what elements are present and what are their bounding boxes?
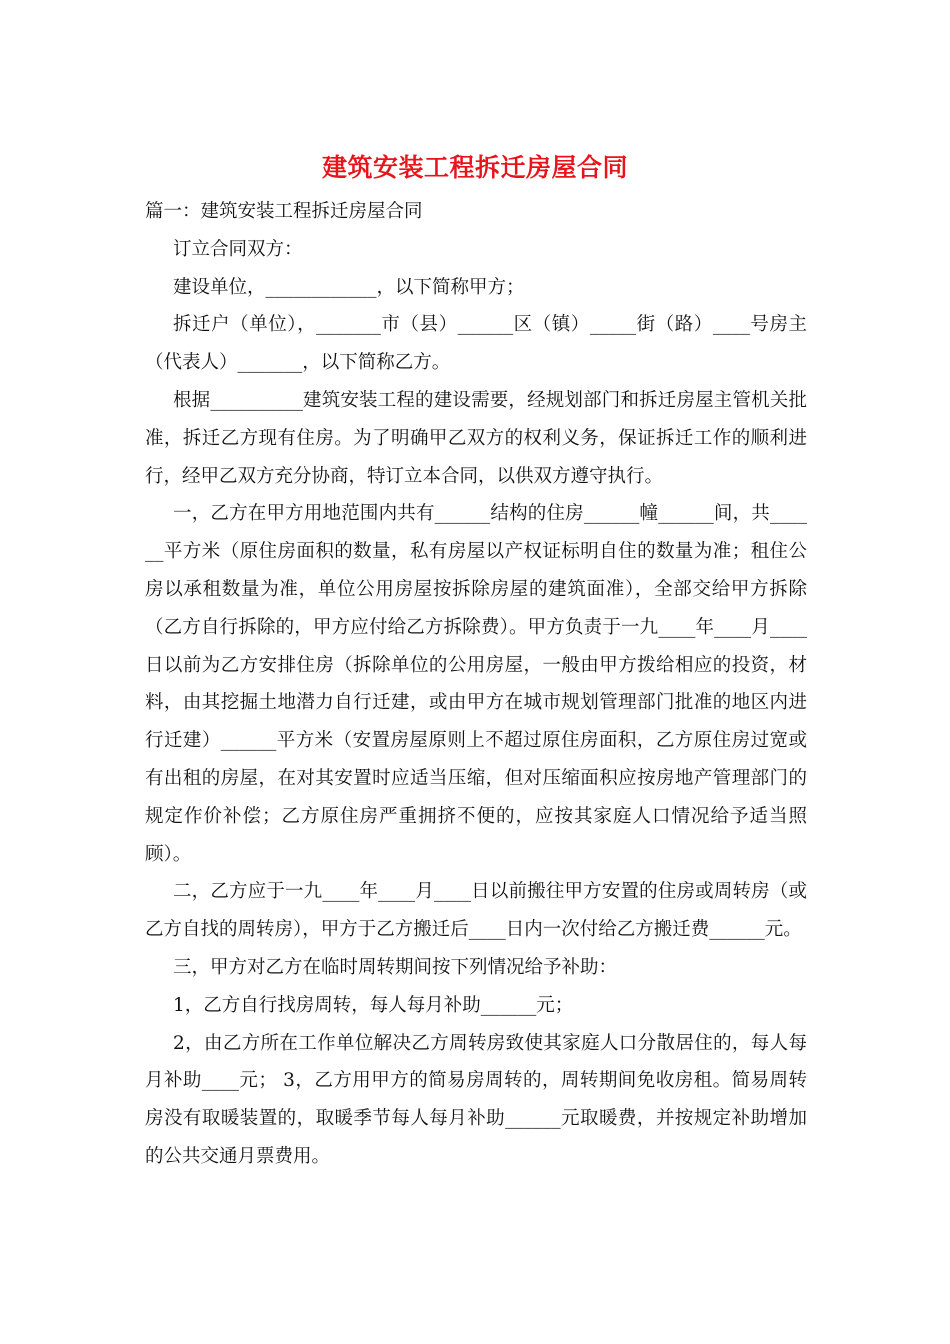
paragraph-parties: 订立合同双方： [173, 238, 303, 260]
paragraph-party-a: 建设单位，____________，以下简称甲方； [173, 276, 525, 298]
paragraph-preamble: 根据__________建筑安装工程的建设需要，经规划部门和拆迁房屋主管机关批准，拆迁乙方现有住房。为了明确甲乙双方的权利义务，保证拆迁工作的顺利进行，经甲乙双方充分协商，特订立本合同，以供双方遵守执行。 [145, 389, 807, 487]
document-body [145, 193, 807, 1176]
clause-1: 一，乙方在甲方用地范围内共有______结构的住房______幢______间，共______平方米（原住房面积的数量，私有房屋以产权证标明自住的数量为准；租住公房以承租数量为准，单位公用房屋按拆除房屋的建筑面准），全部交给甲方拆除（乙方自行拆除的，甲方应付给乙方拆除费）。甲方负责于一九____年____月____日以前为乙方安排住房（拆除单位的公用房屋，一般由甲方拨给相应的投资，材料，由其挖掘土地潜力自行迁建，或由甲方在城市规划管理部门批准的地区内进行迁建）______平方米（安置房屋原则上不超过原住房面积，乙方原住房过宽或有出租的房屋，在对其安置时应适当压缩，但对压缩面积应按房地产管理部门的规定作价补偿；乙方原住房严重拥挤不便的，应按其家庭人口情况给予适当照顾）。 [145, 503, 807, 865]
clause-3-item-1: 1，乙方自行找房周转，每人每月补助______元； [173, 994, 574, 1016]
section-heading: 篇一：建筑安装工程拆迁房屋合同 [145, 201, 423, 222]
clause-2: 二，乙方应于一九____年____月____日以前搬往甲方安置的住房或周转房（或乙方自找的周转房），甲方于乙方搬迁后____日内一次付给乙方搬迁费______元。 [145, 881, 807, 941]
clause-3-item-2: 2，由乙方所在工作单位解决乙方周转房致使其家庭人口分散居住的，每人每月补助____元； 3，乙方用甲方的简易房周转的，周转期间免收房租。简易周转房没有取暖装置的，取暖季节每人每月补助______元取暖费，并按规定补助增加的公共交通月票费用。 [145, 1032, 807, 1167]
document-title: 建筑安装工程拆迁房屋合同 [321, 153, 628, 182]
clause-3: 三，甲方对乙方在临时周转期间按下列情况给予补助： [173, 956, 618, 978]
paragraph-party-b: 拆迁户（单位），_______市（县）______区（镇）_____街（路）____号房主（代表人）_______，以下简称乙方。 [145, 314, 807, 374]
